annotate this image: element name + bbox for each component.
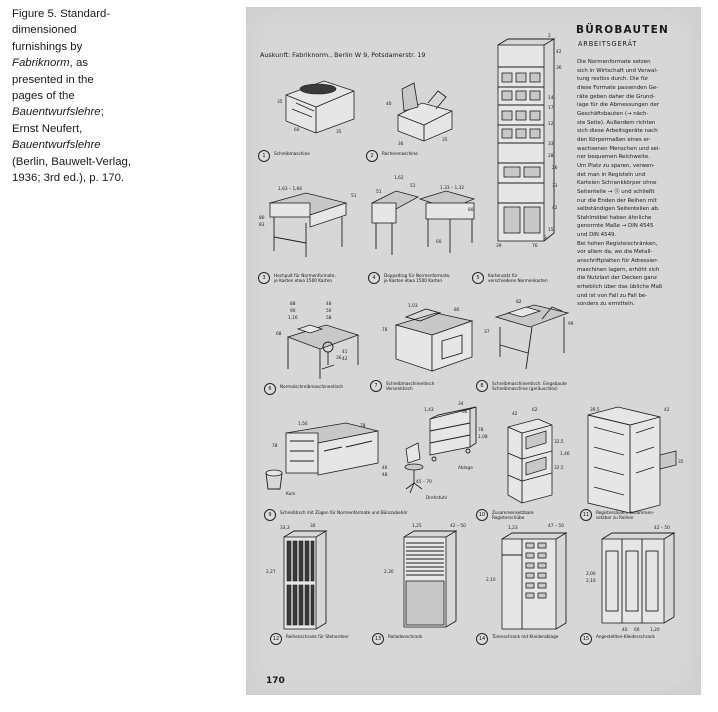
dim-label: 1,56 [298, 422, 308, 427]
figure-label-10 [476, 509, 534, 521]
figure-label-text [388, 633, 423, 639]
dim-label: 30 [310, 524, 316, 529]
dim-label: 80 [468, 208, 474, 213]
figure-label-text [488, 272, 548, 284]
dim-label: 2 [548, 34, 551, 39]
dim-label: 14 [548, 96, 554, 101]
body-line: Karteien Schrankkörper ohne [577, 180, 657, 187]
figure-number-badge: 10 [476, 509, 488, 521]
figure-number-badge: 8 [476, 380, 488, 392]
dim-label: 36 [398, 142, 404, 147]
body-line: sich diese Arbeitsgeräte nach [577, 128, 658, 135]
caption-line: pages of the [12, 90, 75, 103]
dim-label: 2,10 [486, 578, 496, 583]
figure-label-line: verschiedene Normenkarten [488, 278, 548, 284]
figure-label-text [274, 150, 310, 156]
dim-label: 1,43 [424, 408, 434, 413]
dim-label: 51 [351, 194, 357, 199]
dim-label: 1,08 [478, 435, 488, 440]
dim-label: Ablage [458, 466, 473, 471]
caption-italic: Fabriknorm [12, 57, 70, 70]
figure-label-line: je Kasten etwa 1500 Karten [274, 278, 333, 284]
dim-label: 39 [496, 244, 502, 249]
dim-label: 88 [290, 302, 296, 307]
figure-label-text [280, 383, 343, 389]
dim-label: 1,16 [288, 316, 298, 321]
figure-label-11 [580, 509, 654, 521]
caption-line: furnishings by [12, 40, 83, 53]
figure-label-text [386, 380, 434, 392]
caption-line: (Berlin, Bauwelt-Verlag, [12, 155, 132, 168]
dim-label: 1,25 [412, 524, 422, 529]
dim-label: 45 – 70 [416, 480, 432, 485]
dim-label: 62 [532, 408, 538, 413]
figure-label-line: Registerschübe [492, 515, 525, 521]
body-line: ner bequemen Reichweite. [577, 154, 650, 161]
dim-label: 60 [294, 128, 300, 133]
dim-label: 17 [548, 106, 554, 111]
standing-desk-drawing [259, 186, 357, 257]
page-number: 170 [266, 676, 285, 686]
dim-label: 83 [259, 223, 265, 228]
figure-number-badge: 1 [258, 150, 270, 162]
dim-label: 32,5 [554, 466, 564, 471]
figure-number-badge: 6 [264, 383, 276, 395]
figure-label-line: Zusammensetzbare [492, 509, 534, 515]
register-columns-drawing [560, 407, 684, 513]
dim-label: 80 [259, 216, 265, 221]
builtin-typewriter-table-drawing [484, 299, 574, 369]
dim-label: 2,30 [384, 570, 394, 575]
caption-line [12, 104, 162, 120]
figure-number-badge: 7 [370, 380, 382, 392]
dim-label: 12 [548, 122, 554, 127]
caption-line: Ernst Neufert, [12, 122, 83, 135]
dim-label: 42 [556, 50, 562, 55]
figure-label-line: Schreibtisch mit Zügen für Normenformate und Bürozubehör [280, 509, 408, 515]
body-line: lage für die Abmessungen der [577, 102, 660, 109]
book-page-scan [246, 7, 701, 695]
dim-label: 50 [326, 309, 332, 314]
dim-label: 58 [326, 316, 332, 321]
figure-label-line: Schreibmaschinentisch. Eingebaute [492, 380, 567, 386]
dim-label: 78 [272, 444, 278, 449]
dim-label: 68 [276, 332, 282, 337]
body-line: genormte Maße → DIN 4545 [577, 223, 654, 230]
caption-line: dimensioned [12, 24, 77, 37]
body-line: Bei hohen Registeischränken, [577, 240, 658, 247]
figure-label-1 [258, 150, 310, 162]
body-line: Die Normenformate setzen [577, 59, 651, 65]
body-line: vor allem da, wo die Metall- [577, 249, 653, 256]
figure-label-line: Schreibmaschine (geräuschlos) [492, 386, 558, 392]
figure-label-line: Normalschreibmaschinentisch [280, 383, 344, 389]
body-line: die Nutzlast der Decken ganz [577, 275, 657, 282]
dim-label: 41 [342, 350, 348, 355]
body-line: räte geben daher die Grund- [577, 93, 655, 100]
dim-label: 28 [548, 154, 554, 159]
binder-cabinet-drawing [266, 523, 326, 629]
figure-number-badge: 4 [368, 272, 380, 284]
body-line: erheblich über das übliche Maß [577, 284, 663, 291]
figure-number-badge: 11 [580, 509, 592, 521]
figure-label-text [382, 150, 418, 156]
door-cabinet-drawing [486, 523, 566, 629]
dim-label: 35 [336, 130, 342, 135]
caption-tail: , as [69, 57, 88, 70]
caption-line: presented in the [12, 73, 94, 86]
figure-label-line: Doppeltrog für Normenformate, [384, 272, 451, 278]
figure-label-text [280, 509, 408, 515]
dim-label: 35 [678, 460, 684, 465]
body-line: anschriftplatten für Adressier- [577, 258, 659, 265]
dim-label: 2,27 [266, 570, 276, 575]
shelf-cart-drawing [424, 401, 488, 471]
dim-label: 33 [552, 184, 558, 189]
figure-label-12 [270, 633, 349, 645]
dim-label: 34 [458, 402, 464, 407]
dim-label: 37 [484, 330, 490, 335]
dim-label: 15 [548, 228, 554, 233]
figure-label-line: Versenktisch [386, 386, 413, 392]
caption-line [12, 55, 162, 71]
dim-label: 33 [548, 142, 554, 147]
dim-label: 90 [290, 309, 296, 314]
figure-label-15 [580, 633, 655, 645]
body-line: den Körpermaßen eines er- [577, 136, 651, 143]
dim-label: 1,20 [650, 628, 660, 633]
figure-label-line: Registersäulen, zusammen- [596, 509, 655, 515]
body-line: Seitenteile → ⑪ und schließt [577, 188, 655, 195]
body-line: tung restlos durch. Die für [577, 76, 649, 83]
dim-label: 1,23 [508, 526, 518, 531]
page-section-subtitle: ARBEITSGERÄT [578, 40, 638, 48]
dim-label: 42 [512, 412, 518, 417]
figure-label-8 [476, 380, 567, 392]
figure-label-2 [366, 150, 418, 162]
body-line: sich in Wirtschaft und Verwal- [577, 67, 658, 74]
body-line: maschinen lagern, erhöht sich [577, 266, 660, 273]
body-line: wachsenen Menschen und sei- [577, 145, 661, 152]
dim-label: 47 – 50 [548, 524, 564, 529]
dim-label: 48 [326, 302, 332, 307]
dim-label: Kork [286, 492, 296, 497]
figure-label-line: Hochpult für Normenformate, [274, 272, 336, 278]
figure-label-text [596, 633, 655, 639]
figure-label-line: Schreibmaschinentisch [386, 380, 435, 386]
figure-label-text [492, 633, 558, 639]
dim-label: 1,62 [394, 176, 404, 181]
figure-caption [12, 6, 162, 186]
body-line: sonders zu ermitteln. [577, 301, 635, 308]
page-section-title: BÜROBAUTEN [576, 24, 669, 36]
figure-label-text [286, 633, 349, 639]
roller-shutter-cabinet-drawing [384, 523, 466, 627]
dim-label: 2,10 [586, 579, 596, 584]
figure-label-line: je Kasten etwa 1500 Karten [384, 278, 443, 284]
dim-label: 82 [516, 300, 522, 305]
body-line: Geschäftsbauten (→ näch- [577, 110, 649, 117]
figure-label-line: setzbar zu Reihen [596, 515, 634, 521]
body-line: Um Platz zu sparen, verwen- [577, 162, 655, 169]
figure-number-badge: 3 [258, 272, 270, 284]
figure-number-badge: 12 [270, 633, 282, 645]
figure-number-badge: 2 [366, 150, 378, 162]
dim-label: 35 [277, 100, 283, 105]
figure-label-text [384, 272, 450, 284]
figure-label-line: Angestellten-Kleiderschrank [596, 633, 655, 639]
figure-label-6 [264, 383, 343, 395]
dim-label: 1,63 – 1,66 [278, 187, 303, 192]
dim-label: 51 [376, 190, 382, 195]
dim-label: 42 – 50 [654, 526, 670, 531]
dim-label: 33,3 [280, 526, 290, 531]
dim-label: Drehstuhl [426, 496, 447, 501]
calculator-drawing [386, 83, 452, 147]
figure-label-text [492, 509, 534, 521]
caption-tail: ; [100, 106, 104, 119]
desk-with-drawers-drawing [266, 421, 388, 497]
dim-label: 48 [382, 473, 388, 478]
figure-label-text [492, 380, 567, 392]
body-line: selbständigen Seitenteilen ab. [577, 206, 660, 213]
dim-label: 78 [360, 424, 366, 429]
dim-label: 99 [568, 322, 574, 327]
dim-label: 40 [622, 628, 628, 633]
supplier-note: Auskunft: Fabriknorm., Berlin W 9, Potsdamerstr. 19 [260, 51, 426, 59]
dim-label: 39,5 [590, 408, 600, 413]
figure-label-line: Rolladenschrank [388, 633, 423, 639]
dim-label: 42 [342, 357, 348, 362]
body-line: und ist von Fall zu Fall be- [577, 292, 648, 299]
figure-label-3 [258, 272, 336, 284]
dim-label: 26 [552, 166, 558, 171]
body-line: diese Formate passenden Ge- [577, 84, 659, 91]
dim-label: 36 [336, 356, 342, 361]
figure-label-4 [368, 272, 450, 284]
figure-label-14 [476, 633, 558, 645]
figure-number-badge: 14 [476, 633, 488, 645]
dim-label: 60 [634, 628, 640, 633]
caption-italic: Bauentwurfslehre [12, 139, 101, 152]
caption-line: Figure 5. Standard- [12, 8, 111, 20]
dim-label: 42 [664, 408, 670, 413]
body-line: Stahlmöbel haben ähnliche [577, 214, 652, 221]
figure-label-7 [370, 380, 434, 392]
dim-label: 80 [454, 308, 460, 313]
dim-label: 66 [462, 410, 468, 415]
figure-label-text [274, 272, 336, 284]
dim-label: 60 [436, 240, 442, 245]
figure-label-line: Türenschrank mit Kleiderablage [492, 633, 559, 639]
dim-label: 42 – 50 [450, 524, 466, 529]
dim-label: 78 [382, 328, 388, 333]
register-drawers-drawing [508, 407, 564, 503]
dim-label: 32,5 [554, 440, 564, 445]
card-cabinet-drawing [496, 33, 562, 249]
dim-label: 1,33 – 1,32 [440, 186, 465, 191]
dim-label: 3 [544, 236, 547, 241]
dim-label: 42 [552, 206, 558, 211]
figure-label-5 [472, 272, 548, 284]
figure-label-line: Reihenschrank für Stehordner [286, 633, 349, 639]
dim-label: 78 [478, 428, 484, 433]
dim-label: 1,46 [560, 452, 570, 457]
figure-label-13 [372, 633, 423, 645]
dim-label: 40 [386, 102, 392, 107]
dim-label: 1,03 [408, 304, 418, 309]
dim-label: 2,00 [586, 572, 596, 577]
figure-label-line: Kartensatz für [488, 272, 518, 278]
body-line: nur die Enden der Reihen mit [577, 197, 657, 204]
caption-line: 1936; 3rd ed.), p. 170. [12, 172, 125, 185]
figure-number-badge: 5 [472, 272, 484, 284]
figure-label-text [596, 509, 654, 521]
dim-label: 76 [532, 244, 538, 249]
caption-italic: Bauentwurfslehre [12, 106, 101, 119]
figure-number-badge: 13 [372, 633, 384, 645]
figure-label-9 [264, 509, 408, 521]
double-trough-drawing [372, 175, 474, 255]
figure-number-badge: 9 [264, 509, 276, 521]
sunken-table-drawing [382, 303, 472, 371]
body-line: und DIN 4549. [577, 232, 617, 239]
dim-label: 35 [442, 138, 448, 143]
figure-number-badge: 15 [580, 633, 592, 645]
body-text [577, 58, 691, 309]
typewriter-table-drawing [276, 301, 358, 379]
body-line: ste Seite). Außerdem richten [577, 119, 656, 126]
typewriter-drawing [277, 81, 354, 135]
figure-label-line: Schreibmaschine [274, 150, 310, 156]
dim-label: 51 [410, 184, 416, 189]
dim-label: 46 [382, 466, 388, 471]
caption-line [12, 137, 162, 153]
figure-label-line: Rechenmaschine [382, 150, 418, 156]
body-line: det man in Registeln und [577, 171, 646, 178]
dim-label: 36 [556, 66, 562, 71]
employee-wardrobe-drawing [586, 525, 674, 633]
